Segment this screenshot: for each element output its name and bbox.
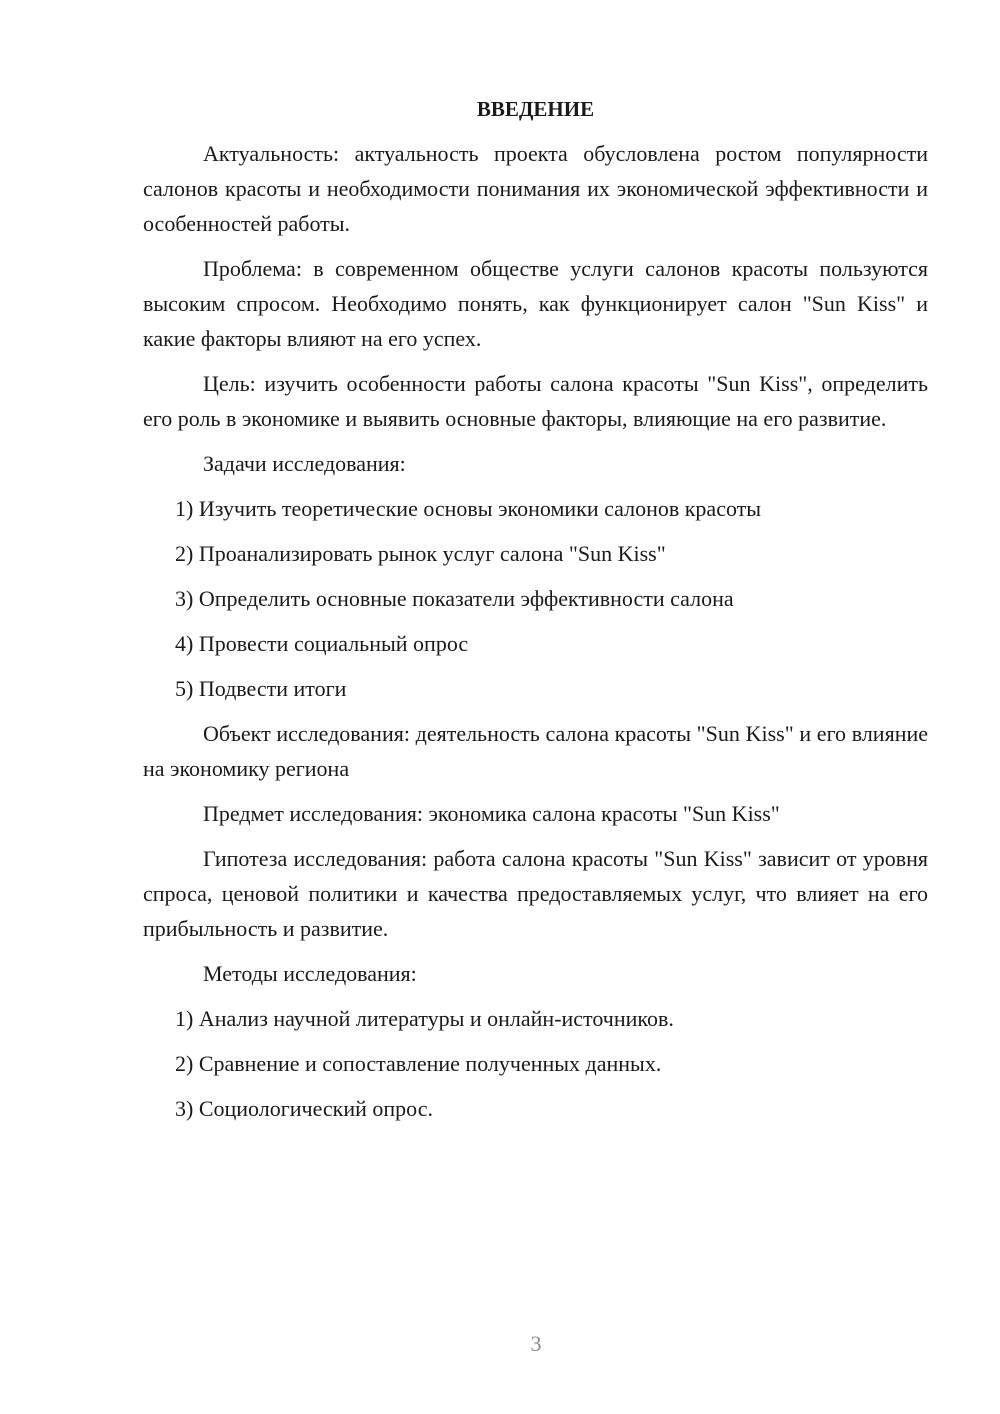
list-item: 2) Проанализировать рынок услуг салона "Sun Kiss"	[175, 541, 666, 566]
relevance-paragraph: Актуальность: актуальность проекта обусловлена ростом популярности салонов красоты и необходимости понимания их экономической эффективности и особенностей работы.	[143, 141, 928, 236]
section-title: ВВЕДЕНИЕ	[476, 97, 595, 121]
hypothesis-paragraph: Гипотеза исследования: работа салона красоты "Sun Kiss" зависит от уровня спроса, ценовой политики и качества предоставляемых услуг, что влияет на его прибыльность и развитие.	[143, 846, 928, 941]
list-item: 4) Провести социальный опрос	[175, 631, 469, 656]
tasks-list	[143, 491, 928, 706]
list-item: 2) Сравнение и сопоставление полученных данных.	[175, 1051, 662, 1076]
page-number: 3	[530, 1331, 542, 1356]
object-paragraph: Объект исследования: деятельность салона красоты "Sun Kiss" и его влияние на экономику региона	[143, 721, 929, 781]
goal-paragraph: Цель: изучить особенности работы салона красоты "Sun Kiss", определить его роль в экономике и выявить основные факторы, влияющие на его развитие.	[143, 371, 928, 431]
methods-heading: Методы исследования:	[203, 961, 417, 986]
list-item: 3) Социологический опрос.	[175, 1096, 433, 1121]
list-item: 5) Подвести итоги	[175, 676, 347, 701]
problem-paragraph: Проблема: в современном обществе услуги салонов красоты пользуются высоким спросом. Необходимо понять, как функционирует салон "Sun Kiss" и какие факторы влияют на его успех.	[143, 256, 928, 351]
tasks-heading: Задачи исследования:	[203, 451, 406, 476]
page-content	[143, 92, 928, 1136]
methods-list	[143, 1001, 928, 1126]
list-item: 3) Определить основные показатели эффективности салона	[175, 586, 734, 611]
subject-paragraph: Предмет исследования: экономика салона красоты "Sun Kiss"	[203, 801, 780, 826]
list-item: 1) Изучить теоретические основы экономики салонов красоты	[175, 496, 762, 521]
list-item: 1) Анализ научной литературы и онлайн-источников.	[175, 1006, 674, 1031]
